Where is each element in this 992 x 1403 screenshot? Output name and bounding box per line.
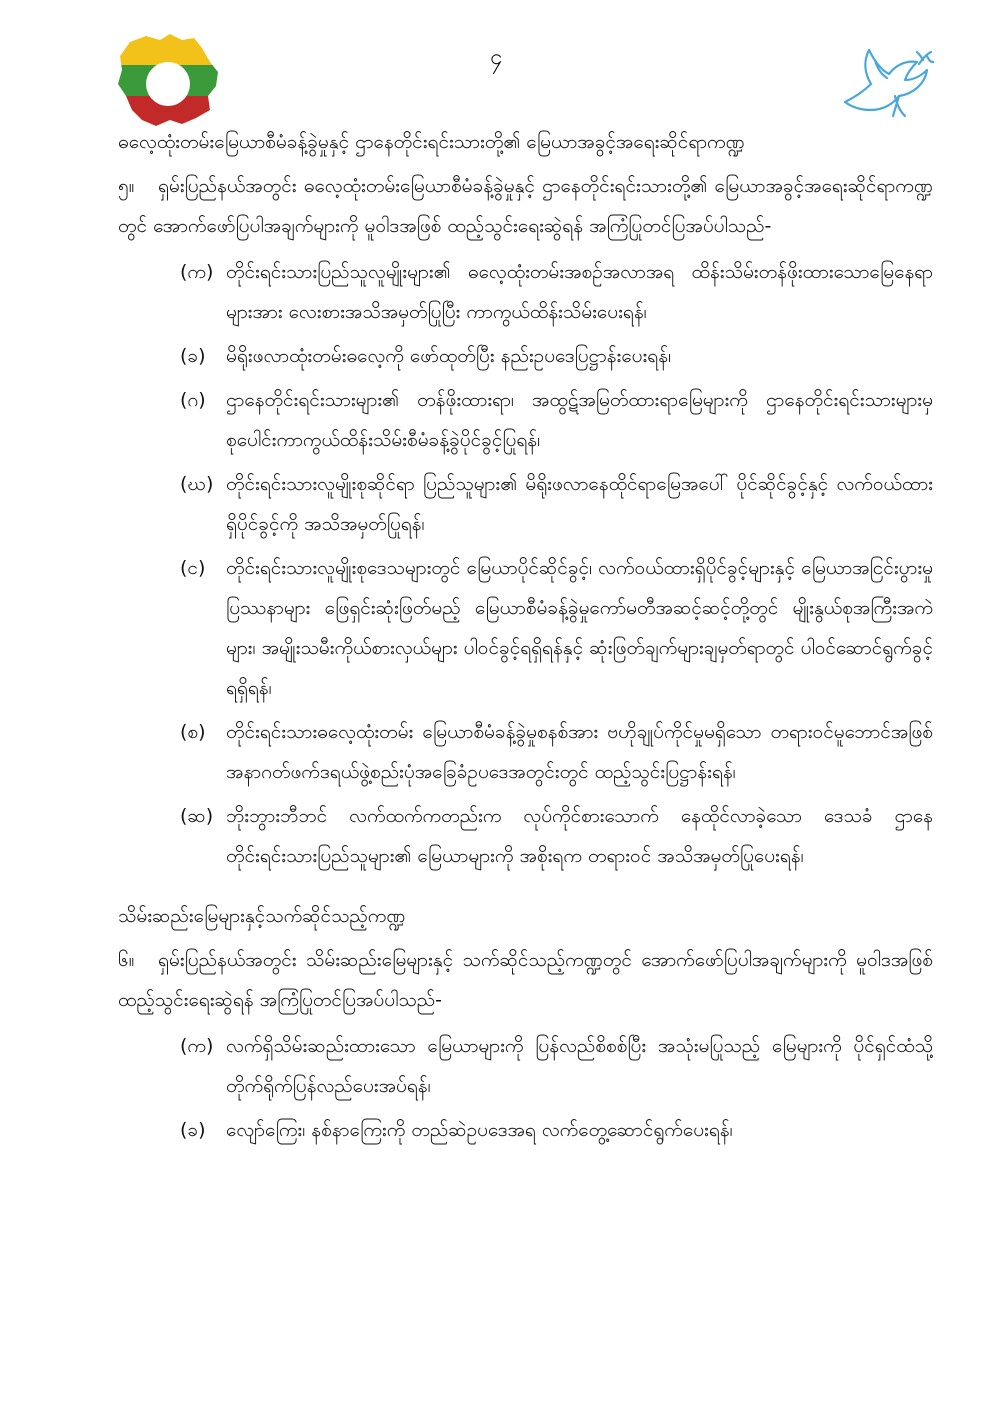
list-item	[118, 336, 933, 376]
item-label: (က)	[180, 1035, 214, 1057]
section-heading-confiscated-land: သိမ်းဆည်းမြေများနှင့်သက်ဆိုင်သည့်ကဏ္ဍ	[118, 905, 406, 927]
item-text: တိုင်းရင်းသားလူမျိုးစုဆိုင်ရာ ပြည်သူများ၏ မိရိုးဖလာနေထိုင်ရာမြေအပေါ် ပိုင်ဆိုင်ခွင့်နှင့် လက်ဝယ်ထားရှိပိုင်ခွင့်ကို အသိအမှတ်ပြုရန်၊	[226, 473, 933, 535]
item-label: (ဃ)	[180, 473, 214, 495]
item-label: (က)	[180, 261, 214, 283]
list-item	[118, 1026, 933, 1106]
item-label: (ခ)	[180, 1119, 206, 1141]
paragraph-text: ရှမ်းပြည်နယ်အတွင်း သိမ်းဆည်းမြေများနှင့် သက်ဆိုင်သည့်ကဏ္ဍတွင် အောက်ဖော်ပြပါအချက်များကို မူဝါဒအဖြစ် ထည့်သွင်းရေးဆွဲရန် အကြံပြုတင်ပြအပ်ပါသည်-	[118, 949, 933, 1011]
item-label: (င)	[180, 557, 206, 579]
item-text: တိုင်းရင်းသားဓလေ့ထုံးတမ်း မြေယာစီမံခန့်ခွဲမှုစနစ်အား ဗဟိုချုပ်ကိုင်မှုမရှိသော တရားဝင်မူဘောင်အဖြစ် အနာဂတ်ဖက်ဒရယ်ဖွဲ့စည်းပုံအခြေခံဥပဒေအတွင်းတွင် ထည့်သွင်းပြဋ္ဌာန်းရန်၊	[226, 721, 933, 783]
paragraph-number: ၅။	[118, 175, 135, 197]
item-text: လျော်ကြေး၊ နစ်နာကြေးကို တည်ဆဲဥပဒေအရ လက်တွေ့ဆောင်ရွက်ပေးရန်၊	[226, 1119, 733, 1141]
dove-icon	[835, 40, 935, 122]
list-item	[118, 1110, 933, 1150]
document-body	[118, 128, 933, 1154]
paragraph-5	[118, 166, 933, 246]
list-item	[118, 548, 933, 708]
list-item	[118, 796, 933, 876]
list-item	[118, 252, 933, 332]
item-text: တိုင်းရင်းသားလူမျိုးစုဒေသများတွင် မြေယာပိုင်ဆိုင်ခွင့်၊ လက်ဝယ်ထားရှိပိုင်ခွင့်များနှင့် မြေယာအငြင်းပွားမှုပြဿနာများ ဖြေရှင်းဆုံးဖြတ်မည့် မြေယာစီမံခန့်ခွဲမှုကော်မတီအဆင့်ဆင့်တို့တွင် မျိုးနွယ်စုအကြီးအကဲများ၊ အမျိုးသမီးကိုယ်စားလှယ်များ ပါဝင်ခွင့်ရရှိရန်နှင့် ဆုံးဖြတ်ချက်များချမှတ်ရာတွင် ပါဝင်ဆောင်ရွက်ခွင့်ရရှိရန်၊	[226, 557, 933, 699]
item-label: (ခ)	[180, 345, 206, 367]
item-text: ဌာနေတိုင်းရင်းသားများ၏ တန်ဖိုးထားရာ၊ အထွဋ်အမြတ်ထားရာမြေများကို ဌာနေတိုင်းရင်းသားများမှ စုပေါင်းကာကွယ်ထိန်းသိမ်းစီမံခန့်ခွဲပိုင်ခွင့်ပြုရန်၊	[226, 389, 933, 451]
section-heading-customary-land: ဓလေ့ထုံးတမ်းမြေယာစီမံခန့်ခွဲမှုနှင့် ဌာနေတိုင်းရင်းသားတို့၏ မြေယာအခွင့်အရေးဆိုင်ရာကဏ္ဍ	[118, 131, 745, 153]
item-text: ဘိုးဘွားဘီဘင် လက်ထက်ကတည်းက လုပ်ကိုင်စားသောက် နေထိုင်လာခဲ့သော ဒေသခံ ဌာနေတိုင်းရင်းသားပြည်သူများ၏ မြေယာများကို အစိုးရက တရားဝင် အသိအမှတ်ပြုပေးရန်၊	[226, 805, 933, 867]
item-text: မိရိုးဖလာထုံးတမ်းဓလေ့ကို ဖော်ထုတ်ပြီး နည်းဥပဒေပြဋ္ဌာန်းပေးရန်၊	[226, 345, 672, 367]
list-item	[118, 380, 933, 460]
list-item	[118, 464, 933, 544]
paragraph-number: ၆။	[118, 949, 135, 971]
paragraph-6	[118, 940, 933, 1020]
item-label: (ဆ)	[180, 805, 214, 827]
page-number: ၄	[489, 45, 503, 70]
item-label: (ဂ)	[180, 389, 206, 411]
item-label: (စ)	[180, 721, 206, 743]
item-text: တိုင်းရင်းသားပြည်သူလူမျိုးများ၏ ဓလေ့ထုံးတမ်းအစဉ်အလာအရ ထိန်းသိမ်းတန်ဖိုးထားသောမြေနေရာများအား လေးစားအသိအမှတ်ပြုပြီး ကာကွယ်ထိန်းသိမ်းပေးရန်၊	[226, 261, 933, 323]
item-text: လက်ရှိသိမ်းဆည်းထားသော မြေယာများကို ပြန်လည်စိစစ်ပြီး အသုံးမပြုသည့် မြေများကို ပိုင်ရှင်ထံသို့ တိုက်ရိုက်ပြန်လည်ပေးအပ်ရန်၊	[226, 1035, 933, 1097]
list-item	[118, 712, 933, 792]
shan-state-map-logo	[112, 32, 222, 128]
paragraph-text: ရှမ်းပြည်နယ်အတွင်း ဓလေ့ထုံးတမ်းမြေယာစီမံခန့်ခွဲမှုနှင့် ဌာနေတိုင်းရင်းသားတို့၏ မြေယာအခွင့်အရေးဆိုင်ရာကဏ္ဍတွင် အောက်ဖော်ပြပါအချက်များကို မူဝါဒအဖြစ် ထည့်သွင်းရေးဆွဲရန် အကြံပြုတင်ပြအပ်ပါသည်-	[118, 175, 933, 237]
